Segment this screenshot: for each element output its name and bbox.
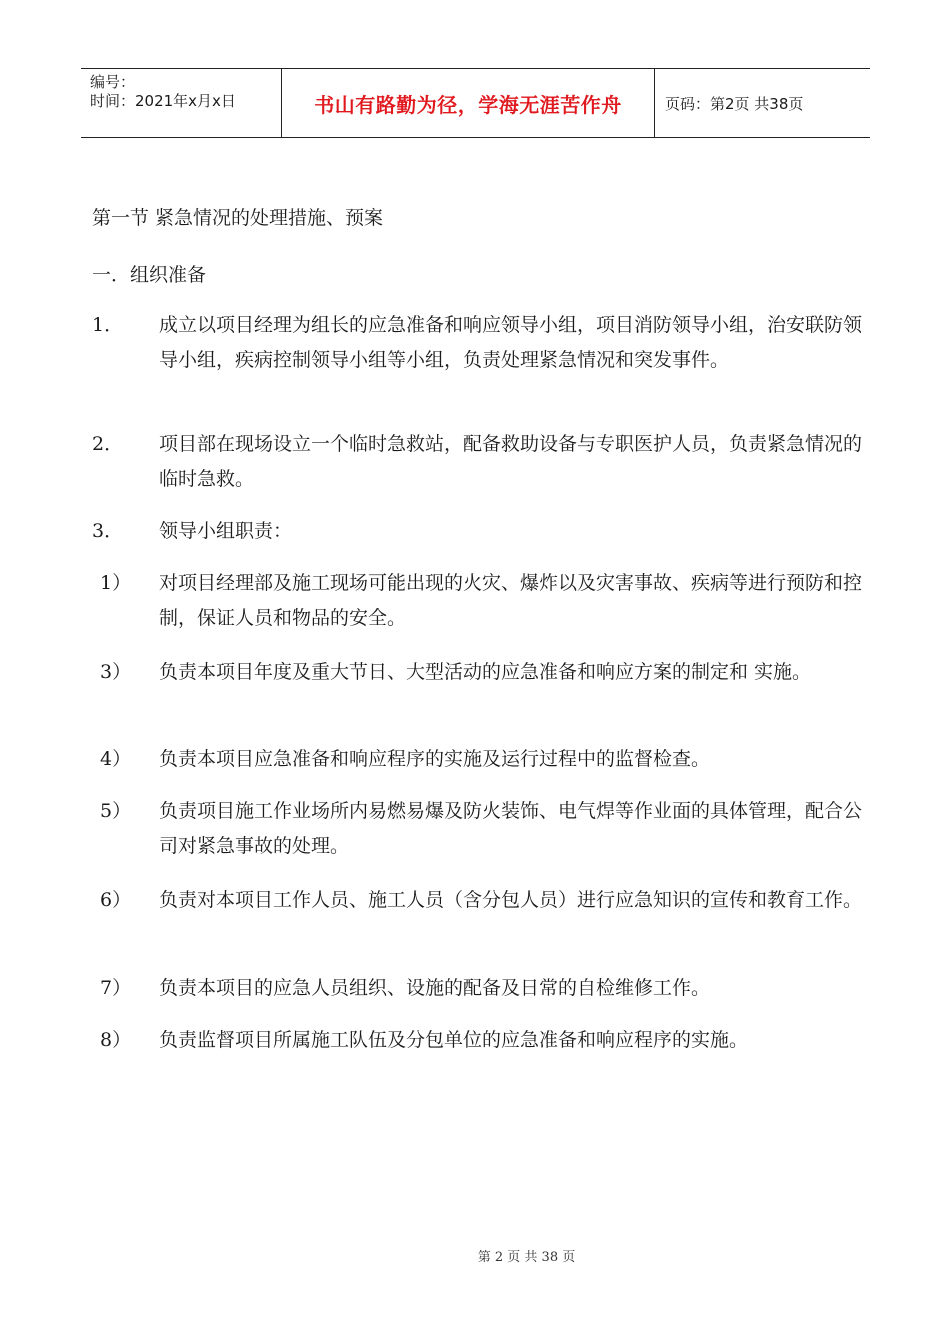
document-number-label: 编号： — [90, 73, 136, 91]
list-item — [92, 1023, 872, 1058]
list-item — [92, 883, 872, 918]
document-time-label: 时间：2021年x月x日 — [90, 92, 236, 110]
list-item-text: 负责本项目年度及重大节日、大型活动的应急准备和响应方案的制定和 实施。 — [159, 661, 812, 683]
header-motto: 书山有路勤为径，学海无涯苦作舟 — [314, 92, 622, 117]
list-item-text: 负责本项目的应急人员组织、设施的配备及日常的自检维修工作。 — [159, 977, 711, 999]
list-item-number: 4） — [100, 748, 132, 770]
list-item — [92, 794, 872, 864]
section-title: 第一节 紧急情况的处理措施、预案 — [92, 207, 384, 229]
list-item-number: 1． — [92, 314, 124, 336]
header-page-cell — [655, 69, 870, 137]
header-motto-cell — [282, 69, 655, 137]
list-item — [92, 655, 872, 690]
list-item — [92, 742, 872, 777]
list-item-number: 3） — [100, 661, 132, 683]
list-item-number: 3． — [92, 520, 124, 542]
page-footer — [0, 1246, 950, 1265]
header-page-info: 页码：第2页 共38页 — [665, 94, 804, 113]
list-item-number: 7） — [100, 977, 132, 999]
footer-page-number: 第 2 页 共 38 页 — [477, 1250, 576, 1265]
list-item-number: 1） — [100, 572, 132, 594]
list-item-number: 8） — [100, 1029, 132, 1051]
list-item-text: 对项目经理部及施工现场可能出现的火灾、爆炸以及灾害事故、疾病等进行预防和控制，保证人员和物品的安全。 — [159, 572, 863, 629]
list-item-text: 负责项目施工作业场所内易燃易爆及防火装饰、电气焊等作业面的具体管理，配合公司对紧急事故的处理。 — [159, 800, 863, 857]
list-item — [92, 308, 872, 378]
list-item — [92, 566, 872, 636]
list-item — [92, 514, 872, 549]
list-item-number: 5） — [100, 800, 132, 822]
list-item-text: 项目部在现场设立一个临时急救站，配备救助设备与专职医护人员，负责紧急情况的临时急救。 — [159, 433, 863, 490]
subsection-title: 一．组织准备 — [92, 264, 207, 286]
list-item-text: 负责本项目应急准备和响应程序的实施及运行过程中的监督检查。 — [159, 748, 711, 770]
header-info-cell — [81, 69, 282, 137]
list-item-number: 6） — [100, 889, 132, 911]
header-table — [81, 68, 870, 138]
list-item — [92, 971, 872, 1006]
list-item-text: 成立以项目经理为组长的应急准备和响应领导小组，项目消防领导小组，治安联防领导小组，疾病控制领导小组等小组，负责处理紧急情况和突发事件。 — [159, 314, 863, 371]
list-item — [92, 427, 872, 497]
list-item-text: 负责监督项目所属施工队伍及分包单位的应急准备和响应程序的实施。 — [159, 1029, 749, 1051]
list-item-text: 负责对本项目工作人员、施工人员（含分包人员）进行应急知识的宣传和教育工作。 — [159, 889, 863, 911]
list-item-number: 2． — [92, 433, 124, 455]
list-item-text: 领导小组职责： — [159, 520, 293, 542]
